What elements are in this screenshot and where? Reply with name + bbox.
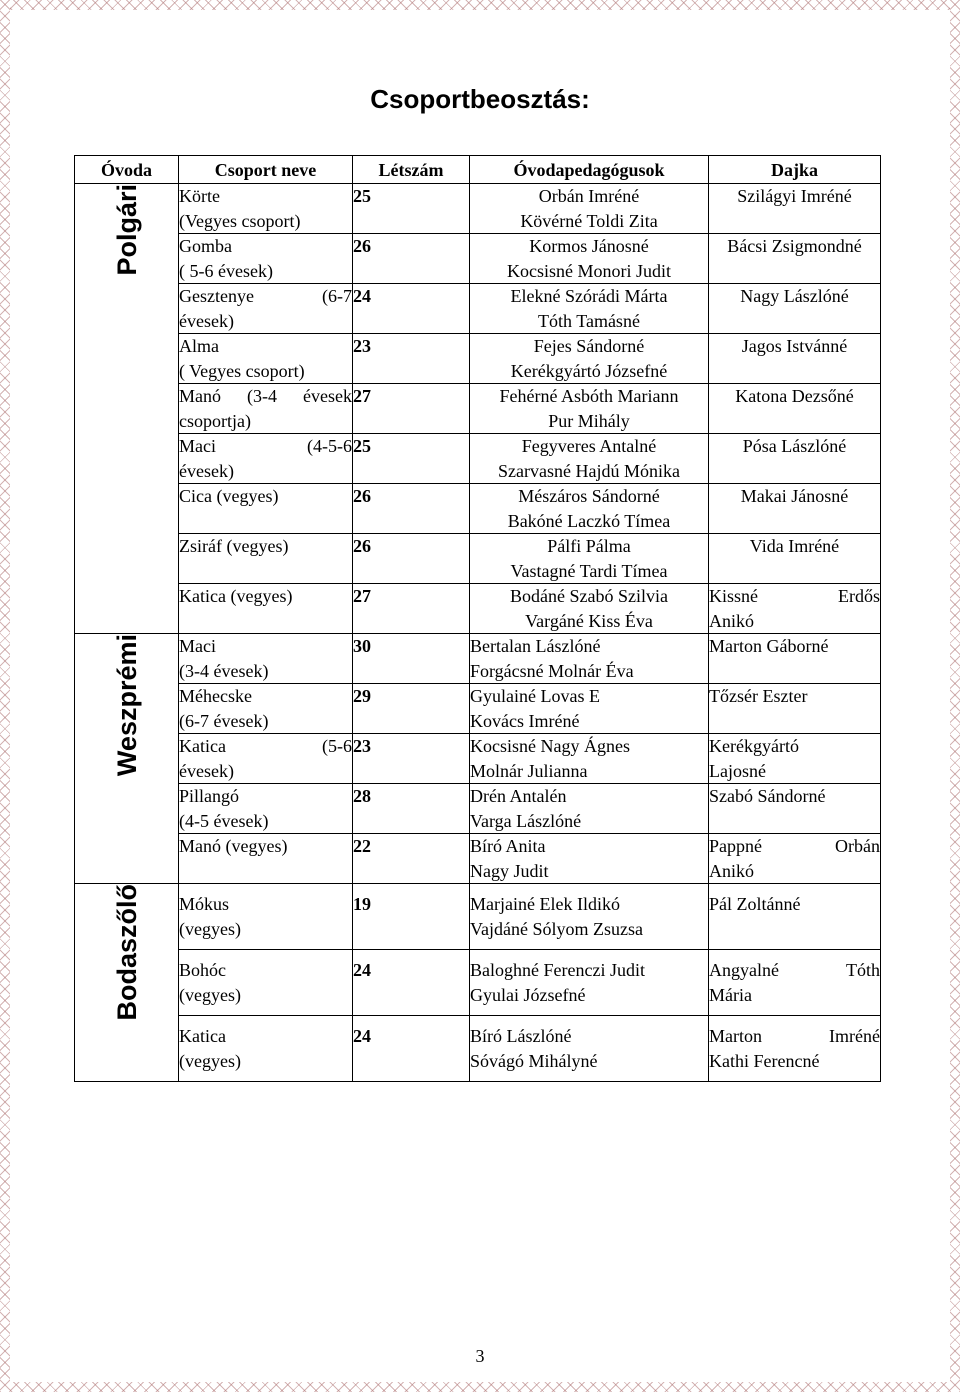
dajka-name-line2 — [709, 459, 880, 484]
pedagogue-name: Bodáné Szabó Szilvia — [510, 586, 668, 606]
group-name-cell — [179, 484, 353, 534]
dajka-name-line2 — [709, 917, 880, 942]
word: Katica — [179, 736, 226, 756]
group-count: 25 — [353, 184, 470, 234]
dajka-name-line2 — [709, 709, 880, 734]
dajka-name-line2 — [709, 309, 880, 334]
page-title: Csoportbeosztás: — [370, 84, 590, 114]
table-row — [75, 384, 881, 434]
header-dajka: Dajka — [709, 156, 881, 184]
group-count: 19 — [353, 884, 470, 950]
header-letszam: Létszám — [353, 156, 470, 184]
pedagogue-name: Varga Lászlóné — [470, 810, 582, 831]
pedagogues-cell — [470, 484, 709, 534]
group-name-line2: (vegyes) — [179, 1050, 241, 1071]
word: Imréné — [829, 1026, 880, 1046]
dajka-cell — [709, 484, 881, 534]
table-row — [75, 1016, 881, 1082]
word: (5-6 — [322, 736, 352, 756]
pedagogue-name: Pálfi Pálma — [547, 536, 631, 556]
group-name-line2: csoportja) — [179, 410, 251, 431]
dajka-name: Kerékgyártó — [709, 736, 799, 756]
table-row — [75, 734, 881, 784]
word: Marton — [709, 1026, 762, 1046]
group-count: 29 — [353, 684, 470, 734]
dajka-cell — [709, 1016, 881, 1082]
pedagogues-cell — [470, 884, 709, 950]
dajka-name-line2 — [709, 809, 880, 834]
group-name-line2: évesek) — [179, 760, 234, 781]
word: (4-5-6 — [307, 436, 352, 456]
dajka-name-line2: Anikó — [709, 610, 754, 631]
dajka-name: Bácsi Zsigmondné — [727, 236, 862, 256]
table-row — [75, 534, 881, 584]
dajka-cell — [709, 534, 881, 584]
pedagogue-name: Kövérné Toldi Zita — [520, 210, 658, 231]
pedagogue-name: Drén Antalén — [470, 786, 567, 806]
dajka-name-line2: Kathi Ferencné — [709, 1050, 820, 1071]
group-name-line2: évesek) — [179, 460, 234, 481]
group-name-cell — [179, 284, 353, 334]
word: Kissné — [709, 586, 758, 606]
dajka-cell — [709, 734, 881, 784]
header-row — [75, 156, 881, 184]
dajka-cell — [709, 284, 881, 334]
group-count: 30 — [353, 634, 470, 684]
group-name-line2 — [179, 859, 352, 884]
group-count: 26 — [353, 484, 470, 534]
pedagogue-name: Gyulainé Lovas E — [470, 686, 600, 706]
table-row — [75, 234, 881, 284]
kindergarten-label: Bodaszőlő — [111, 884, 142, 1021]
group-name-cell — [179, 1016, 353, 1082]
group-name-line1: Cica (vegyes) — [179, 486, 279, 506]
pedagogue-name: Fehérné Asbóth Mariann — [499, 386, 679, 406]
table-row — [75, 950, 881, 1016]
group-count: 23 — [353, 334, 470, 384]
pedagogue-name: Szarvasné Hajdú Mónika — [498, 460, 680, 481]
group-name-line1: Alma — [179, 336, 219, 356]
pedagogue-name: Kerékgyártó Józsefné — [510, 360, 668, 381]
word: (6-7 — [322, 286, 352, 306]
table-row — [75, 634, 881, 684]
group-name-cell — [179, 634, 353, 684]
word: Gesztenye — [179, 286, 254, 306]
dajka-name — [709, 834, 880, 859]
table-row — [75, 784, 881, 834]
dajka-name-line2 — [709, 259, 880, 284]
group-name-line2: (vegyes) — [179, 918, 241, 939]
group-name-cell — [179, 434, 353, 484]
group-name-line1: Manó (vegyes) — [179, 836, 288, 856]
group-count: 24 — [353, 1016, 470, 1082]
pedagogue-name: Bakóné Laczkó Tímea — [507, 510, 671, 531]
page-border-left — [0, 0, 10, 1392]
group-name-line2 — [179, 609, 352, 634]
word: Pappné — [709, 836, 762, 856]
table-row — [75, 884, 881, 950]
group-name-cell — [179, 950, 353, 1016]
group-name-line1: Körte — [179, 186, 220, 206]
header-ovoda: Óvoda — [75, 156, 179, 184]
kindergarten-polgari — [75, 184, 179, 634]
group-name-cell — [179, 784, 353, 834]
group-name-line1: Mókus — [179, 894, 230, 914]
dajka-name-line2 — [709, 409, 880, 434]
group-assignment-table — [74, 155, 881, 1082]
pedagogues-cell — [470, 1016, 709, 1082]
dajka-cell — [709, 334, 881, 384]
group-name-line2: (6-7 évesek) — [179, 710, 269, 731]
pedagogue-name: Orbán Imréné — [538, 186, 640, 206]
dajka-name — [709, 1024, 880, 1049]
group-name-line1: Katica (vegyes) — [179, 586, 293, 606]
dajka-name: Tőzsér Eszter — [709, 686, 808, 706]
dajka-cell — [709, 834, 881, 884]
pedagogues-cell — [470, 234, 709, 284]
header-csoport: Csoport neve — [179, 156, 353, 184]
dajka-name: Szilágyi Imréné — [737, 186, 852, 206]
dajka-name: Jagos Istvánné — [741, 336, 848, 356]
dajka-name-line2 — [709, 359, 880, 384]
pedagogues-cell — [470, 284, 709, 334]
dajka-name-line2: Anikó — [709, 860, 754, 881]
word: Erdős — [838, 586, 880, 606]
word: (3-4 — [247, 386, 277, 406]
pedagogue-name: Pur Mihály — [548, 410, 630, 431]
dajka-cell — [709, 950, 881, 1016]
pedagogue-name: Sóvágó Mihályné — [470, 1050, 598, 1071]
pedagogue-name: Kocsisné Monori Judit — [507, 260, 671, 281]
dajka-name: Nagy Lászlóné — [740, 286, 849, 306]
group-name-line2 — [179, 509, 352, 534]
group-name-line1: Pillangó — [179, 786, 240, 806]
pedagogues-cell — [470, 534, 709, 584]
pedagogue-name: Fejes Sándorné — [533, 336, 645, 356]
group-name-line2: (vegyes) — [179, 984, 241, 1005]
pedagogue-name: Bíró Anita — [470, 836, 546, 856]
table-row — [75, 184, 881, 234]
pedagogues-cell — [470, 784, 709, 834]
dajka-cell — [709, 684, 881, 734]
group-count: 22 — [353, 834, 470, 884]
group-name-line2: ( 5-6 évesek) — [179, 260, 273, 281]
pedagogue-name: Kovács Imréné — [470, 710, 580, 731]
pedagogues-cell — [470, 734, 709, 784]
group-name-line2 — [179, 559, 352, 584]
dajka-name-line2: Lajosné — [709, 760, 766, 781]
group-name-line1: Katica — [179, 1026, 226, 1046]
group-name-line1 — [179, 734, 352, 759]
word: évesek — [303, 386, 352, 406]
group-count: 28 — [353, 784, 470, 834]
pedagogues-cell — [470, 950, 709, 1016]
word: Maci — [179, 436, 216, 456]
group-name-line2: évesek) — [179, 310, 234, 331]
pedagogues-cell — [470, 184, 709, 234]
pedagogues-cell — [470, 584, 709, 634]
dajka-cell — [709, 584, 881, 634]
group-count: 25 — [353, 434, 470, 484]
dajka-name-line2 — [709, 559, 880, 584]
page-border-right — [950, 0, 960, 1392]
pedagogues-cell — [470, 384, 709, 434]
group-name-line2: ( Vegyes csoport) — [179, 360, 305, 381]
pedagogues-cell — [470, 434, 709, 484]
pedagogue-name: Forgácsné Molnár Éva — [470, 660, 634, 681]
table-row — [75, 834, 881, 884]
dajka-name — [709, 958, 880, 983]
table-row — [75, 484, 881, 534]
pedagogue-name: Tóth Tamásné — [538, 310, 640, 331]
group-name-cell — [179, 884, 353, 950]
pedagogues-cell — [470, 334, 709, 384]
dajka-cell — [709, 234, 881, 284]
group-count: 27 — [353, 384, 470, 434]
dajka-name: Katona Dezsőné — [735, 386, 854, 406]
dajka-name: Vida Imréné — [749, 536, 840, 556]
group-name-cell — [179, 534, 353, 584]
group-name-line1: Gomba — [179, 236, 232, 256]
kindergarten-bodaszolo — [75, 884, 179, 1082]
group-count: 26 — [353, 234, 470, 284]
dajka-name — [709, 584, 880, 609]
group-name-line1 — [179, 284, 352, 309]
word: Tóth — [846, 960, 880, 980]
group-name-line1: Zsiráf (vegyes) — [179, 536, 289, 556]
dajka-name: Pósa Lászlóné — [742, 436, 847, 456]
pedagogue-name: Vastagné Tardi Tímea — [510, 560, 668, 581]
group-name-line1 — [179, 434, 352, 459]
pedagogue-name: Molnár Julianna — [470, 760, 588, 781]
pedagogue-name: Kormos Jánosné — [529, 236, 649, 256]
group-count: 23 — [353, 734, 470, 784]
pedagogue-name: Gyulai Józsefné — [470, 984, 586, 1005]
pedagogue-name: Fegyveres Antalné — [521, 436, 657, 456]
pedagogue-name: Elekné Szórádi Márta — [510, 286, 668, 306]
page-number: 3 — [475, 1346, 485, 1366]
kindergarten-weszpremi — [75, 634, 179, 884]
group-count: 26 — [353, 534, 470, 584]
pedagogue-name: Marjainé Elek Ildikó — [470, 894, 620, 914]
dajka-cell — [709, 784, 881, 834]
group-count: 24 — [353, 950, 470, 1016]
group-name-line2: (4-5 évesek) — [179, 810, 269, 831]
dajka-cell — [709, 384, 881, 434]
group-name-cell — [179, 834, 353, 884]
group-name-line1: Maci — [179, 636, 216, 656]
group-count: 27 — [353, 584, 470, 634]
page-border-bottom — [0, 1382, 960, 1392]
pedagogue-name: Baloghné Ferenczi Judit — [470, 960, 645, 980]
dajka-cell — [709, 634, 881, 684]
dajka-cell — [709, 434, 881, 484]
word: Manó — [179, 386, 221, 406]
pedagogues-cell — [470, 684, 709, 734]
pedagogues-cell — [470, 834, 709, 884]
table-row — [75, 684, 881, 734]
group-name-cell — [179, 334, 353, 384]
pedagogue-name: Vargáné Kiss Éva — [525, 610, 653, 631]
group-name-line1: Méhecske — [179, 686, 252, 706]
kindergarten-label: Weszprémi — [111, 634, 142, 777]
group-name-cell — [179, 234, 353, 284]
pedagogue-name: Kocsisné Nagy Ágnes — [470, 736, 630, 756]
dajka-name: Marton Gáborné — [709, 636, 829, 656]
pedagogue-name: Nagy Judit — [470, 860, 549, 881]
table-row — [75, 434, 881, 484]
pedagogue-name: Vajdáné Sólyom Zsuzsa — [470, 918, 643, 939]
page-border-top — [0, 0, 960, 10]
table-row — [75, 334, 881, 384]
group-name-cell — [179, 684, 353, 734]
group-name-cell — [179, 184, 353, 234]
dajka-name: Makai Jánosné — [740, 486, 849, 506]
group-name-line1 — [179, 384, 352, 409]
table-row — [75, 284, 881, 334]
dajka-name-line2: Mária — [709, 984, 752, 1005]
dajka-name: Szabó Sándorné — [709, 786, 826, 806]
pedagogue-name: Bíró Lászlóné — [470, 1026, 572, 1046]
group-name-line2: (3-4 évesek) — [179, 660, 269, 681]
dajka-name-line2 — [709, 509, 880, 534]
pedagogue-name: Mészáros Sándorné — [518, 486, 660, 506]
group-name-cell — [179, 734, 353, 784]
group-name-line1: Bohóc — [179, 960, 226, 980]
group-name-cell — [179, 584, 353, 634]
table-row — [75, 584, 881, 634]
group-count: 24 — [353, 284, 470, 334]
dajka-name-line2 — [709, 209, 880, 234]
dajka-cell — [709, 184, 881, 234]
header-pedagogus: Óvodapedagógusok — [470, 156, 709, 184]
pedagogue-name: Bertalan Lászlóné — [470, 636, 601, 656]
kindergarten-label: Polgári — [111, 184, 142, 276]
pedagogues-cell — [470, 634, 709, 684]
group-name-line2: (Vegyes csoport) — [179, 210, 301, 231]
word: Angyalné — [709, 960, 779, 980]
dajka-cell — [709, 884, 881, 950]
dajka-name-line2 — [709, 659, 880, 684]
dajka-name: Pál Zoltánné — [709, 894, 801, 914]
word: Orbán — [835, 836, 880, 856]
group-name-cell — [179, 384, 353, 434]
